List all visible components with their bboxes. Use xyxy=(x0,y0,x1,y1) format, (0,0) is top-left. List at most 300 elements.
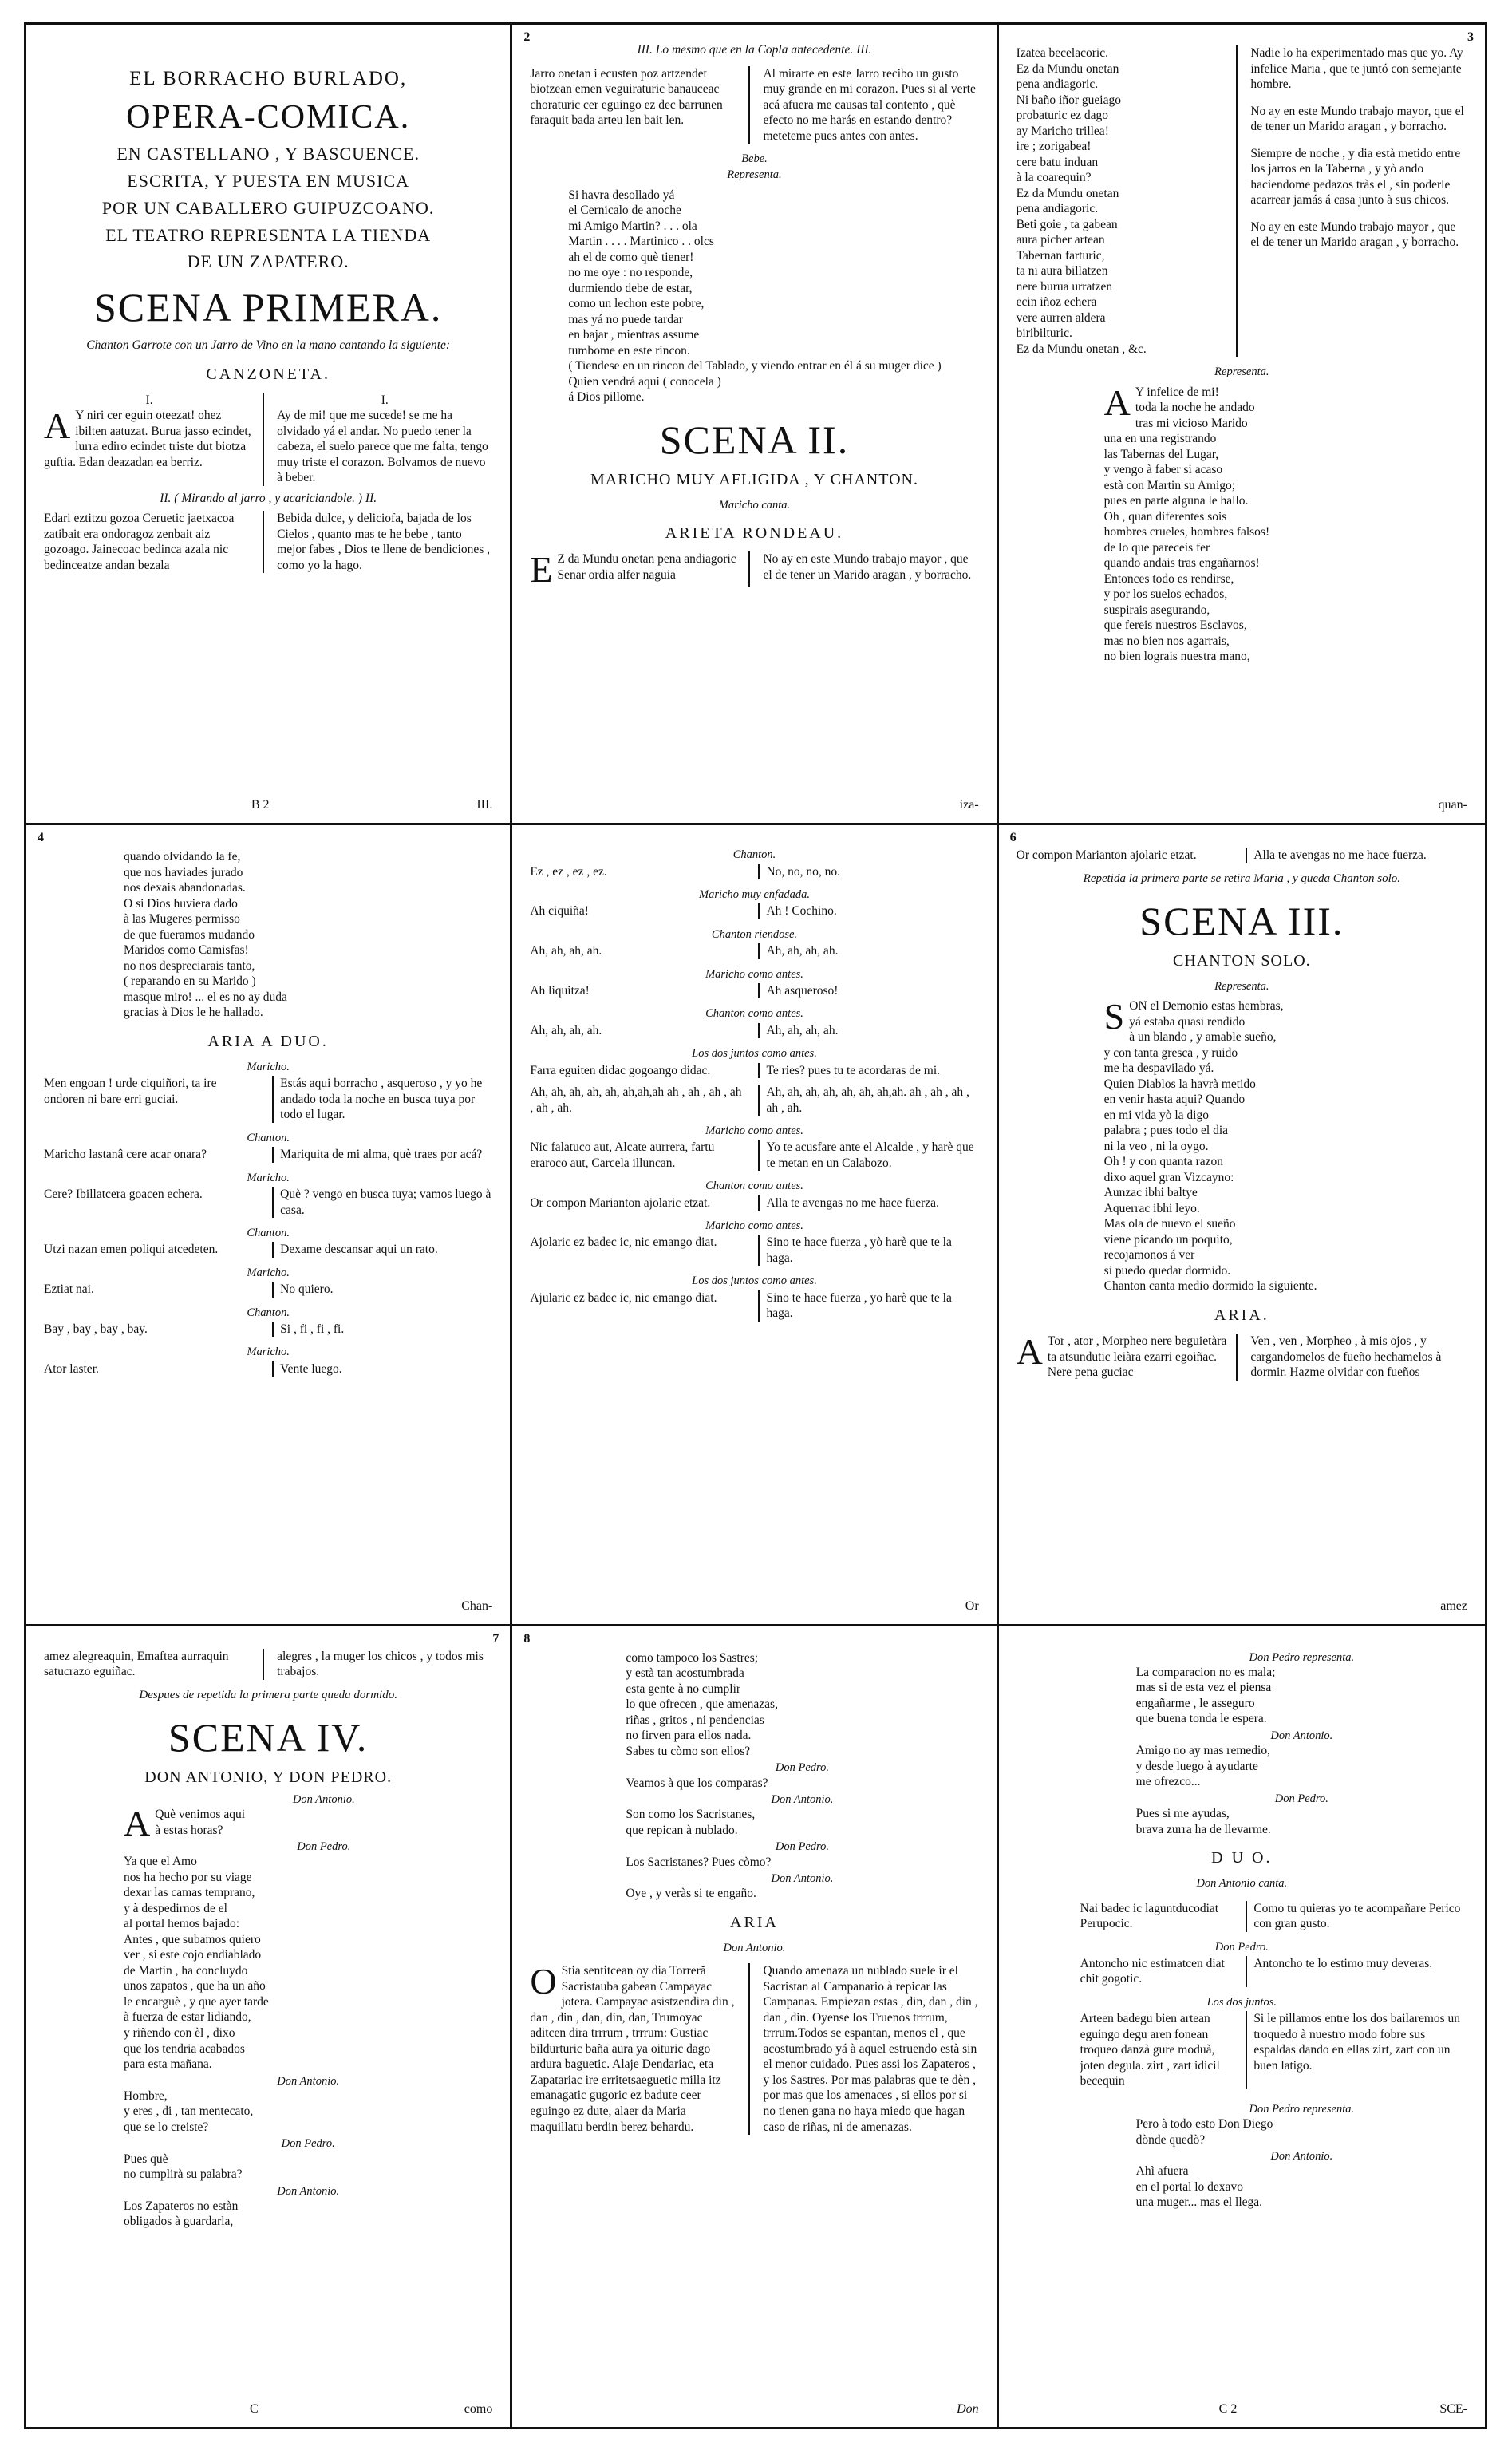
basque-text: Nic falatuco aut, Alcate aurrera, fartu eraroco aut, Carcela illuncan. xyxy=(530,1140,715,1170)
spanish-text: Bebida dulce, y deliciofa, bajada de los Cielos , quanto mas te he bebe , tanto mejor fabes , Dios te llene de bendiciones , como yo la hago. xyxy=(277,512,491,572)
basque-text: Utzi nazan emen poliqui atcedeten. xyxy=(44,1243,219,1257)
verse-line: que nos haviades jurado xyxy=(124,865,243,879)
verse-line: suspirais asegurando, xyxy=(1103,603,1210,617)
spanish-text: No, no, no, no. xyxy=(758,864,978,880)
speaker-label: Chanton como antes. xyxy=(705,1007,803,1021)
basque-text: Ah, ah, ah, ah, ah, ah,ah,ah ah , ah , ah , ah , ah , ah. xyxy=(530,1085,742,1115)
basque-text: A Y niri cer eguin oteezat! ohez ibilten aatuzat. Burua jasso ecindet, lurra ediro ecindet triste dut biotza guftia. Edan deazadan ea berriz. xyxy=(44,405,251,469)
spanish-text: Te ries? pues tu te acordaras de mi. xyxy=(758,1063,978,1079)
dialogue-row xyxy=(530,983,978,999)
verse-line: Ya que el Amo xyxy=(124,1855,197,1869)
basque-text: Eztiat nai. xyxy=(44,1282,94,1297)
verse-line: vere aurren aldera xyxy=(1016,310,1106,325)
verse-line: obligados à guardarla, xyxy=(124,2215,234,2229)
signature-mark: C xyxy=(250,2401,259,2416)
verse-number: I. xyxy=(145,393,153,407)
verse-line: Què venimos aqui xyxy=(155,1808,246,1822)
verse-line: no cumplirà su palabra? xyxy=(124,2168,243,2182)
scene-characters: MARICHO MUY AFLIGIDA , Y CHANTON. xyxy=(590,470,918,488)
verse-line: Chanton canta medio dormido la siguiente. xyxy=(1103,1279,1317,1294)
spanish-text: Si le pillamos entre los dos bailaremos un troquedo à nuestro modo fobre sus espaldas dando en ellas zirt, zart con un buen latigo. xyxy=(1246,2011,1467,2089)
speaker-label: Representa. xyxy=(1214,979,1269,993)
verse-line: para esta mañana. xyxy=(124,2057,212,2072)
catchword: Don xyxy=(957,2401,979,2416)
verse-line: Los Sacristanes? Pues còmo? xyxy=(626,1855,772,1869)
basque-text: Farra eguiten didac gogoango didac. xyxy=(530,1063,711,1077)
scene-characters: CHANTON SOLO. xyxy=(1173,951,1311,970)
verse-line: y por los suelos echados, xyxy=(1103,587,1228,602)
spanish-text: Què ? vengo en busca tuya; vamos luego à casa. xyxy=(272,1187,492,1218)
page-footer xyxy=(44,2401,492,2417)
scena-heading: SCENA II. xyxy=(659,417,850,462)
page-footer xyxy=(1017,2401,1467,2417)
verse-block xyxy=(1104,998,1467,1294)
verse-line: Ni baño iñor gueiago xyxy=(1016,93,1121,107)
basque-text: Ajularic ez badec ic, nic emango diat. xyxy=(530,1290,717,1305)
spanish-text: Ah asqueroso! xyxy=(758,983,978,999)
spanish-text: Alla te avengas no me hace fuerza. xyxy=(1246,848,1467,863)
basque-text: Bay , bay , bay , bay. xyxy=(44,1322,148,1336)
spanish-text: No quiero. xyxy=(272,1282,492,1298)
verse-line: quando andais tras engañarnos! xyxy=(1103,556,1260,571)
basque-text: Ah, ah, ah, ah. xyxy=(530,1023,602,1037)
verse-line: La comparacion no es mala; xyxy=(1135,1665,1276,1679)
verse-line: ay Maricho trillea! xyxy=(1016,124,1109,138)
verse-line: de Martin , ha concluydo xyxy=(124,1963,248,1978)
bilingual-verse xyxy=(530,549,978,591)
verse-line: Ahì afuera xyxy=(1135,2164,1189,2179)
verse-line: mas yá no puede tardar xyxy=(568,312,684,326)
dropcap: A xyxy=(1016,1331,1043,1373)
dialogue-row xyxy=(530,864,978,880)
spanish-text: Mariquita de mi alma, què traes por acá? xyxy=(272,1147,492,1163)
speaker-label: Don Pedro. xyxy=(1214,1940,1269,1954)
dropcap: A xyxy=(44,405,71,447)
page-4 xyxy=(26,825,512,1626)
section-heading: ARIA A DUO. xyxy=(207,1033,329,1050)
verse-line: las Tabernas del Lugar, xyxy=(1103,447,1219,461)
verse-line: una muger... mas el llega. xyxy=(1135,2195,1263,2210)
dialogue-row xyxy=(1017,848,1467,863)
section-heading: ARIETA RONDEAU. xyxy=(665,524,844,543)
speaker-label: Chanton. xyxy=(732,848,776,862)
speaker-label: Don Antonio. xyxy=(771,1793,834,1807)
dialogue-row xyxy=(530,1063,978,1079)
basque-text: Ajolaric ez badec ic, nic emango diat. xyxy=(530,1235,717,1250)
page-footer xyxy=(530,2401,978,2417)
dialogue-row xyxy=(530,903,978,919)
verse-line: està con Martin su Amigo; xyxy=(1103,478,1236,492)
page-1 xyxy=(26,25,512,825)
speaker-label: Don Pedro representa. xyxy=(1249,1650,1355,1664)
verse-line: viene picando un poquito, xyxy=(1103,1232,1233,1247)
basque-text: Arteen badegu bien artean eguingo degu aren fonean troqueo danzà gure moduà, joten degula. zirt , zart idicil becequin xyxy=(1080,2012,1220,2088)
verse-line: Pues què xyxy=(124,2152,168,2166)
spanish-text: Como tu quieras yo te acompañare Perico con gran gusto. xyxy=(1246,1901,1467,1932)
verse-line: no bien lograis nuestra mano, xyxy=(1103,650,1250,664)
basque-text: Or compon Marianton ajolaric etzat. xyxy=(530,1195,711,1210)
title-line-1: EL BORRACHO BURLADO, xyxy=(129,68,408,89)
spanish-text: Sino te hace fuerza , yò harè que te la haga. xyxy=(758,1235,978,1266)
verse-line: biribilturic. xyxy=(1016,326,1072,341)
title-line-3: EN CASTELLANO , Y BASCUENCE. xyxy=(116,144,420,164)
verse-line: me ha despavilado yá. xyxy=(1103,1061,1214,1076)
verse-line: ON el Demonio estas hembras, xyxy=(1129,999,1284,1014)
verse-line: una en una registrando xyxy=(1103,432,1217,446)
verse-line: cere batu induan xyxy=(1016,155,1099,169)
verse-line: Y infelice de mi! xyxy=(1135,385,1219,399)
basque-text: Ah liquitza! xyxy=(530,983,590,998)
spanish-text: No ay en este Mundo trabajo mayor , que el de tener un Marido aragan , y borracho. xyxy=(763,552,972,582)
speaker-label: Don Antonio. xyxy=(771,1872,834,1886)
verse-line: Amigo no ay mas remedio, xyxy=(1135,1744,1270,1758)
speaker-label: Maricho. xyxy=(247,1061,290,1074)
scena-heading: SCENA PRIMERA. xyxy=(93,285,443,330)
speaker-label: Don Antonio. xyxy=(1270,1729,1333,1742)
spanish-text: Ah, ah, ah, ah, ah, ah, ah,ah. ah , ah , ah , ah , ah. xyxy=(758,1085,978,1116)
verse-line: mas si de esta vez el piensa xyxy=(1135,1681,1272,1695)
page-number: 6 xyxy=(1009,831,1017,845)
dropcap: S xyxy=(1103,996,1125,1037)
verse-line: hombres crueles, hombres falsos! xyxy=(1103,525,1270,539)
verse-line: yá estaba quasi rendido xyxy=(1129,1014,1246,1029)
section-heading: ARIA. xyxy=(1214,1306,1269,1324)
verse-line: Oh ! y con quanta razon xyxy=(1103,1155,1224,1169)
basque-text: Edari eztitzu gozoa Ceruetic jaetxacoa zatibait era ondoragoz zenbait aiz gozoago. Jainecoac bedinca azala nic bedinceatze andan bezala xyxy=(44,511,264,573)
verse-line: O si Dios huviera dado xyxy=(124,896,238,911)
verse-line: à un blando , y amable sueño, xyxy=(1129,1030,1277,1045)
page-footer xyxy=(530,797,978,813)
verse-line: quando olvidando la fe, xyxy=(124,850,241,864)
page-9 xyxy=(999,1626,1485,2427)
verse-block xyxy=(1136,2102,1467,2211)
verse-line: Pero à todo esto Don Diego xyxy=(1135,2116,1273,2131)
page-footer xyxy=(44,797,492,813)
verse-line: Veamos à que los comparas? xyxy=(626,1776,768,1790)
dropcap: O xyxy=(530,1961,557,2002)
catchword: Chan- xyxy=(461,1598,493,1613)
verse-line: dònde quedò? xyxy=(1135,2132,1206,2147)
bilingual-verse xyxy=(44,1649,492,1680)
verse-line: Izatea becelacoric. xyxy=(1016,46,1108,60)
speaker-label: Maricho como antes. xyxy=(705,1124,803,1138)
verse-line: y desde luego à ayudarte xyxy=(1135,1759,1258,1773)
spanish-text: Al mirarte en este Jarro recibo un gusto muy grande en mi corazon. Pues si al verte acá afuera me causas tal contento , què efecto no me harás en estando dentro? meteteme pues antes con antes. xyxy=(763,66,976,143)
catchword: amez xyxy=(1440,1598,1467,1613)
verse-line: tras mi vicioso Marido xyxy=(1135,416,1248,430)
signature-mark: C 2 xyxy=(1218,2401,1238,2416)
spanish-text: Alla te avengas no me hace fuerza. xyxy=(758,1195,978,1211)
scena-heading: SCENA III. xyxy=(1139,898,1344,943)
verse-line: Ez da Mundu onetan , &c. xyxy=(1016,342,1147,356)
speaker-label: Chanton riendose. xyxy=(711,927,798,941)
verse-line: Sabes tu còmo son ellos? xyxy=(626,1744,751,1758)
page-7 xyxy=(26,1626,512,2427)
verse-line: masque miro! ... el es no ay duda xyxy=(124,990,287,1004)
speaker-label: Don Pedro. xyxy=(297,1840,351,1854)
page-6 xyxy=(999,825,1485,1626)
basque-text: Maricho lastanâ cere acar onara? xyxy=(44,1148,207,1162)
page-number: 4 xyxy=(38,831,44,845)
page-3 xyxy=(999,25,1485,825)
verse-line: en el portal lo dexavo xyxy=(1135,2179,1243,2194)
speaker-label: Maricho canta. xyxy=(718,499,791,512)
speaker-label: Chanton. xyxy=(247,1227,290,1240)
scene-characters: DON ANTONIO, Y DON PEDRO. xyxy=(144,1768,393,1786)
verse-line: Entonces todo es rendirse, xyxy=(1103,571,1234,586)
speaker-label: Don Antonio. xyxy=(723,1942,786,1955)
verse-line: ah el de como què tiener! xyxy=(568,250,694,264)
stage-direction: Chanton Garrote con un Jarro de Vino en la mano cantando la siguiente: xyxy=(86,338,451,352)
speaker-label: Don Antonio. xyxy=(1270,2150,1333,2164)
page-footer xyxy=(530,1598,978,1614)
bilingual-verse xyxy=(1017,45,1467,357)
title-line-6: EL TEATRO REPRESENTA LA TIENDA xyxy=(105,224,432,245)
verse-line: no nos despreciarais tanto, xyxy=(124,958,255,973)
section-heading: ARIA xyxy=(730,1913,779,1931)
spanish-text: Nadie lo ha experimentado mas que yo. Ay infelice Maria , que te juntó con semejante hombre. No ay en este Mundo trabajo mayor, que el de tener un Marido aragan , y borracho. Siempre de noche , y dia està metido entre los jarros en la Taberna , y yò ando haciendome pedazos tràs el , sin poderle acarrear jamás á casa junto à sus chicos. No ay en este Mundo trabajo mayor , que el de tener un Marido aragan , y borracho. xyxy=(1250,46,1464,250)
verse-line: Aquerrac ibhi leyo. xyxy=(1103,1201,1200,1215)
stage-direction: Repetida la primera parte se retira Maria , y queda Chanton solo. xyxy=(1083,871,1400,885)
verse-block xyxy=(1136,1650,1467,1837)
section-heading: D U O. xyxy=(1211,1849,1273,1867)
speaker-label: Representa. xyxy=(1214,366,1269,379)
dropcap: A xyxy=(124,1802,151,1843)
verse-line: à la coarequin? xyxy=(1016,171,1092,185)
dialogue-row xyxy=(44,1147,492,1163)
dropcap: E xyxy=(530,549,553,591)
spanish-text: Ah ! Cochino. xyxy=(758,903,978,919)
stage-direction: II. ( Mirando al jarro , y acariciandole. ) II. xyxy=(160,491,377,505)
title-line-4: ESCRITA, Y PUESTA EN MUSICA xyxy=(127,171,410,192)
verse-line: ni la veo , ni la oygo. xyxy=(1103,1139,1209,1153)
verse-line: ( Tiendese en un rincon del Tablado, y viendo entrar en él á su muger dice ) xyxy=(568,359,942,373)
basque-text: Cere? Ibillatcera goacen echera. xyxy=(44,1187,203,1202)
verse-line: gracias à Dios le he hallado. xyxy=(124,1006,263,1020)
verse-line: que repican à nublado. xyxy=(626,1823,738,1837)
spanish-text: Si , fi , fi , fi. xyxy=(272,1322,492,1338)
speaker-label: Don Pedro representa. xyxy=(1249,2102,1355,2116)
verse-block xyxy=(1103,381,1467,665)
bilingual-verse xyxy=(44,393,492,486)
page-footer xyxy=(1017,1598,1467,1614)
verse-line: el Cernicalo de anoche xyxy=(568,204,681,218)
verse-line: en venir hasta aqui? Quando xyxy=(1103,1093,1246,1107)
verse-line: aura picher artean xyxy=(1016,233,1105,247)
verse-line: à fuerza de estar lidiando, xyxy=(124,2010,251,2025)
verse-line: que los tendria acabados xyxy=(124,2041,245,2056)
basque-text: E Z da Mundu onetan pena andiagoric Senar ordia alfer naguia xyxy=(530,551,750,586)
speaker-label: Don Pedro. xyxy=(1274,1792,1328,1805)
stage-direction: Despues de repetida la primera parte queda dormido. xyxy=(139,1688,397,1701)
speaker-label: Don Pedro. xyxy=(775,1761,830,1775)
dialogue-row xyxy=(44,1282,492,1298)
verse-line: mas no bien nos agarrais, xyxy=(1103,634,1230,648)
speaker-label: Maricho como antes. xyxy=(705,967,803,981)
verse-line: à estas horas? xyxy=(155,1823,223,1837)
verse-number: I. xyxy=(381,393,389,407)
speaker-label: Maricho. xyxy=(247,1266,290,1279)
dialogue-row xyxy=(44,1076,492,1123)
catchword: quan- xyxy=(1438,798,1467,812)
basque-text: Jarro onetan i ecusten poz artzendet biotzean emen veguiraturic banauceac choraturic cer eguingo ez dec barrunen faraquit bada arteu len bait len. xyxy=(530,66,750,144)
spanish-text: Ven , ven , Morpheo , à mis ojos , y cargandomelos de fueño hechamelos à dormir. Hazme olvidar con fueños xyxy=(1250,1334,1442,1380)
spanish-text: Estás aqui borracho , asqueroso , y yo he andado toda la noche en busca tuya por todo el lugar. xyxy=(272,1076,492,1123)
verse-line: que buena tonda le espera. xyxy=(1135,1712,1267,1726)
speaker-label: Los dos juntos. xyxy=(1206,1995,1277,2009)
verse-line: Maridos como Camisfas! xyxy=(124,943,249,958)
basque-text: Nai badec ic laguntducodiat Perupocic. xyxy=(1080,1901,1219,1931)
verse-line: Pues si me ayudas, xyxy=(1135,1807,1230,1821)
speaker-label: Chanton como antes. xyxy=(705,1180,803,1193)
verse-line: Beti goie , ta gabean xyxy=(1016,217,1118,231)
verse-line: nos ha hecho por su viage xyxy=(124,1870,252,1884)
verse-line: esta gente à no cumplir xyxy=(626,1681,741,1696)
verse-line: nere burua urratzen xyxy=(1016,279,1113,294)
spanish-text: Antoncho te lo estimo muy deveras. xyxy=(1246,1956,1467,1987)
verse-line: Ez da Mundu onetan xyxy=(1016,186,1119,200)
dialogue-row xyxy=(44,1361,492,1377)
spanish-text: Ah, ah, ah, ah. xyxy=(758,1023,978,1039)
verse-line: le encarguè , y que ayer tarde xyxy=(124,1994,269,2009)
speaker-label: Maricho como antes. xyxy=(705,1219,803,1233)
page-number: 8 xyxy=(523,1631,531,1646)
bilingual-verse xyxy=(44,511,492,573)
verse-line: mi Amigo Martin? . . . ola xyxy=(568,219,697,233)
dialogue-row xyxy=(530,1235,978,1266)
verse-line: ecin iñoz echera xyxy=(1016,295,1097,310)
basque-text: Or compon Marianton ajolaric etzat. xyxy=(1016,848,1197,863)
basque-text: Antoncho nic estimatcen diat chit gogotic. xyxy=(1080,1956,1225,1986)
basque-text: Men engoan ! urde ciquiñori, ta ire ondoren ni bare erri guciai. xyxy=(44,1077,217,1106)
dialogue-row xyxy=(530,1195,978,1211)
verse-line: pena andiagoric. xyxy=(1016,77,1099,92)
dialogue-row xyxy=(44,1187,492,1218)
verse-block xyxy=(124,849,492,1021)
catchword: SCE- xyxy=(1439,2401,1467,2416)
page-number: 2 xyxy=(523,30,531,44)
verse-line: no me oye : no responde, xyxy=(568,266,693,280)
verse-line: y eres , di , tan mentecato, xyxy=(124,2104,254,2119)
verse-line: al portal hemos bajado: xyxy=(124,1917,240,1931)
verse-line: no firven para ellos nada. xyxy=(626,1729,752,1743)
verse-line: lo que ofrecen , que amenazas, xyxy=(626,1697,778,1712)
verse-line: riñas , gritos , ni pendencias xyxy=(626,1713,764,1727)
verse-line: Hombre, xyxy=(124,2088,168,2103)
verse-line: Quien Diablos la havrà metido xyxy=(1103,1077,1256,1091)
spanish-text: alegres , la muger los chicos , y todos mis trabajos. xyxy=(277,1649,484,1679)
basque-text: Ez , ez , ez , ez. xyxy=(530,864,607,879)
page-8 xyxy=(512,1626,998,2427)
spanish-text: Ah, ah, ah, ah. xyxy=(758,943,978,959)
dialogue-row xyxy=(1017,1901,1467,1932)
page-number: 3 xyxy=(1467,30,1474,44)
verse-line: Los Zapateros no estàn xyxy=(124,2199,239,2213)
dialogue-row xyxy=(530,1290,978,1322)
speaker-label: Don Antonio canta. xyxy=(1196,1877,1288,1891)
verse-line: Oye , y veràs si te engaño. xyxy=(626,1887,756,1901)
verse-line: y riñendo con èl , dixo xyxy=(124,2026,235,2040)
page-2 xyxy=(512,25,998,825)
dialogue-block xyxy=(530,848,978,1321)
speaker-label: Los dos juntos como antes. xyxy=(692,1047,817,1061)
running-head: III. Lo mesmo que en la Copla antecedente. III. xyxy=(637,43,872,57)
verse-line: Oh , quan diferentes sois xyxy=(1103,509,1227,524)
verse-line: unos zapatos , que ha un año xyxy=(124,1979,266,1994)
catchword: como xyxy=(464,2401,493,2416)
basque-text: Ah ciquiña! xyxy=(530,904,589,919)
speaker-label: Representa. xyxy=(727,168,782,182)
verse-line: si puedo quedar dormido. xyxy=(1103,1263,1231,1278)
speaker-label: Chanton. xyxy=(247,1132,290,1144)
dialogue-row xyxy=(1017,1956,1467,1987)
spanish-text: Yo te acusfare ante el Alcalde , y harè que te metan en un Calabozo. xyxy=(758,1140,978,1171)
verse-line: que fereis nuestros Esclavos, xyxy=(1103,618,1247,633)
basque-text: O Stia sentitcean oy dia Torreră Sacristauba gabean Campayac jotera. Campayac asistzendira din , dan , din , dan, din, dan, Trumoyac aditcen dira trrrum , trrrum: Gustiac bildurturic baña aura ya oituric dago ardura baguetic. Alaje Dendariac, eta Zapatariac ire erritetsaeguetic milla itz emanagatic gugoric ez badute ceer eguingo ez dute, alaer da Maria maquillatu berdin berez behardu. xyxy=(530,1963,750,2135)
verse-line: à las Mugeres permisso xyxy=(124,912,240,927)
dialogue-row xyxy=(44,1322,492,1338)
verse-line: y con tanta gresca , y ruido xyxy=(1103,1045,1238,1060)
verse-line: dexar las camas temprano, xyxy=(124,1886,255,1900)
verse-line: probaturic ez dago xyxy=(1016,109,1108,123)
basque-text: Ator laster. xyxy=(44,1361,99,1376)
catchword: III. xyxy=(476,798,493,812)
verse-line: dixo aquel gran Vizcayno: xyxy=(1103,1170,1234,1184)
spanish-text: Quando amenaza un nublado suele ir el Sacristan al Campanario à repicar las Campanas. Empiezan estas , din, dan , din , dan , din. Oyense los Truenos trrrum, trrrum.Todos se espantan, menos el , que acostumbrado yá à aquel estruendo està sin el menor cuidado. Pues assi los Zapateros , y los Sastres. Por mas palabras que te dèn , por mas que los amenaces , si ellos por si no tienen gana no haya miedo que hagan caso de riñas, ni de amenazas. xyxy=(763,1964,978,2134)
speaker-label: Maricho. xyxy=(247,1346,290,1359)
bilingual-verse xyxy=(530,66,978,144)
section-heading: CANZONETA. xyxy=(206,365,330,383)
verse-line: ver , si este cojo endiablado xyxy=(124,1948,262,1962)
verse-line: de que fueramos mudando xyxy=(124,927,255,942)
verse-line: nos dexais abandonadas. xyxy=(124,881,246,895)
verse-line: ire ; zorigabea! xyxy=(1016,140,1092,154)
catchword: iza- xyxy=(959,798,979,812)
speaker-label: Don Pedro. xyxy=(775,1840,830,1854)
catchword: Or xyxy=(965,1598,979,1613)
dialogue-row xyxy=(530,1085,978,1116)
dialogue-row xyxy=(530,1023,978,1039)
basque-text: A Tor , ator , Morpheo nere beguietàra ta atsundutic leiàra ezarri egoiñac. Nere pena guciac xyxy=(1017,1334,1238,1381)
spanish-text: Sino te hace fuerza , yo harè que te la haga. xyxy=(758,1290,978,1322)
verse-line: como tampoco los Sastres; xyxy=(626,1650,759,1665)
verse-line: Son como los Sacristanes, xyxy=(626,1808,756,1822)
dialogue-row xyxy=(44,1242,492,1258)
verse-line: Mas ola de nuevo el sueño xyxy=(1103,1217,1236,1231)
verse-block xyxy=(124,1792,492,2230)
verse-line: de lo que pareceis fer xyxy=(1103,540,1210,555)
verse-line: á Dios pillome. xyxy=(568,390,645,405)
page-number: 7 xyxy=(492,1631,499,1646)
verse-line: pena andiagoric. xyxy=(1016,202,1099,216)
verse-line: Aunzac ibhi baltye xyxy=(1103,1186,1198,1200)
signature-mark: B 2 xyxy=(251,798,270,812)
verse-line: Quien vendrá aqui ( conocela ) xyxy=(568,374,721,389)
basque-text xyxy=(1017,45,1238,357)
speaker-label: Maricho. xyxy=(247,1171,290,1184)
verse-line: ta ni aura billatzen xyxy=(1016,264,1108,279)
bilingual-verse xyxy=(530,1963,978,2135)
verse-line: toda la noche he andado xyxy=(1135,401,1255,415)
speaker-label: Don Antonio. xyxy=(277,2184,340,2198)
verse-line: y à despedirnos de el xyxy=(124,1901,227,1915)
scena-heading: SCENA IV. xyxy=(168,1714,369,1760)
page-spread-grid xyxy=(24,22,1487,2429)
verse-line: Martin . . . . Martinico . . olcs xyxy=(568,235,714,249)
verse-block xyxy=(626,1650,978,1902)
title-line-5: POR UN CABALLERO GUIPUZCOANO. xyxy=(101,197,435,218)
verse-line: recojamonos á ver xyxy=(1103,1248,1195,1263)
